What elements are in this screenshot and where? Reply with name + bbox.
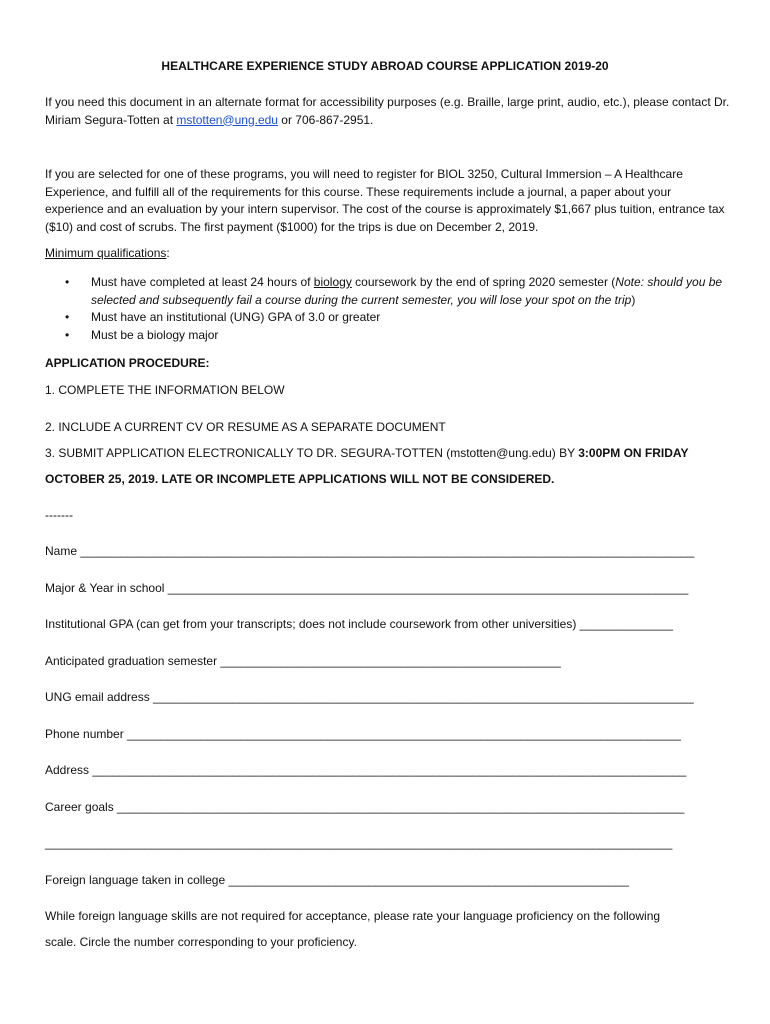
career-goals-field[interactable]: Career goals _____________________________________________________________________________________ (45, 800, 685, 814)
procedure-step-3 (45, 446, 688, 460)
procedure-heading: APPLICATION PROCEDURE: (45, 356, 210, 370)
address-field[interactable]: Address _________________________________________________________________________________________ (45, 763, 687, 777)
course-intro: If you are selected for one of these programs, you will need to register for BIOL 3250, Cultural Immersion – A Healthcare Experience, and fulfill all of the requirements for this course. These requirements include a journal, a paper about your experience and an evaluation by your intern supervisor. The cost of the course is approximately $1,667 plus tuition, entrance tax ($10) and cost of scrubs. The first payment ($1000) for the trips is due on December 2, 2019. (45, 167, 725, 234)
email-field[interactable]: UNG email address _________________________________________________________________________________ (45, 690, 694, 704)
procedure-step-2: 2. INCLUDE A CURRENT CV OR RESUME AS A SEPARATE DOCUMENT (45, 420, 446, 434)
accessibility-phone: or 706-867-2951. (277, 112, 374, 127)
name-field[interactable]: Name ____________________________________________________________________________________________ (45, 544, 695, 558)
qualification-text: ) (631, 292, 636, 307)
qualification-item (65, 309, 730, 327)
language-note-line-1: While foreign language skills are not required for acceptance, please rate your language proficiency on the following (45, 909, 661, 923)
procedure-step-1: 1. COMPLETE THE INFORMATION BELOW (45, 383, 285, 397)
language-note-line-2: scale. Circle the number corresponding to your proficiency. (45, 935, 357, 949)
gpa-field[interactable]: Institutional GPA (can get from your transcripts; does not include coursework from other universities) ______________ (45, 617, 674, 631)
qualification-note-label: Note (615, 275, 641, 289)
qualification-text: coursework by the end of spring 2020 semester ( (351, 275, 616, 289)
qualification-text: Must be a biology major (91, 327, 219, 342)
phone-field[interactable]: Phone number ___________________________________________________________________________________ (45, 727, 681, 741)
qualification-item (65, 327, 730, 345)
qualification-text: Must have completed at least 24 hours of (91, 275, 314, 289)
major-year-field[interactable]: Major & Year in school ______________________________________________________________________________ (45, 581, 689, 595)
qualification-list (65, 274, 730, 344)
graduation-semester-field[interactable]: Anticipated graduation semester ___________________________________________________ (45, 654, 561, 668)
career-goals-continued-field[interactable]: ______________________________________________________________________________________________ (45, 836, 673, 850)
foreign-language-field[interactable]: Foreign language taken in college ____________________________________________________________ (45, 873, 629, 887)
accessibility-text: If you need this document in an alternate format for accessibility purposes (e.g. Braille, large print, audio, etc.), please contact Dr. Miriam Segura-Totten at (45, 95, 730, 127)
min-qualifications-colon: : (166, 246, 170, 260)
qualification-note: : should you be selected and subsequently fail a course during the current semester, you will lose your spot on the trip (91, 275, 723, 307)
min-qualifications-label: Minimum qualifications (45, 246, 167, 260)
contact-email-link[interactable]: mstotten@ung.edu (176, 112, 278, 127)
qualification-text: Must have an institutional (UNG) GPA of 3.0 or greater (91, 310, 381, 324)
bullet-icon: • (65, 275, 70, 289)
bullet-icon: • (65, 327, 70, 342)
separator: ------- (45, 508, 73, 522)
bullet-icon: • (65, 310, 70, 324)
procedure-step-3-time: 3:00PM ON FRIDAY (578, 446, 689, 460)
document-title: HEALTHCARE EXPERIENCE STUDY ABROAD COURSE APPLICATION 2019-20 (161, 59, 609, 73)
qualification-underlined: biology (313, 275, 352, 289)
accessibility-note (45, 94, 730, 129)
procedure-step-3-text: 3. SUBMIT APPLICATION ELECTRONICALLY TO DR. SEGURA-TOTTEN (mstotten@ung.edu) BY (45, 446, 579, 460)
min-qualifications-heading (45, 246, 170, 260)
qualification-item (65, 274, 730, 309)
deadline-notice: OCTOBER 25, 2019. LATE OR INCOMPLETE APPLICATIONS WILL NOT BE CONSIDERED. (45, 472, 555, 486)
